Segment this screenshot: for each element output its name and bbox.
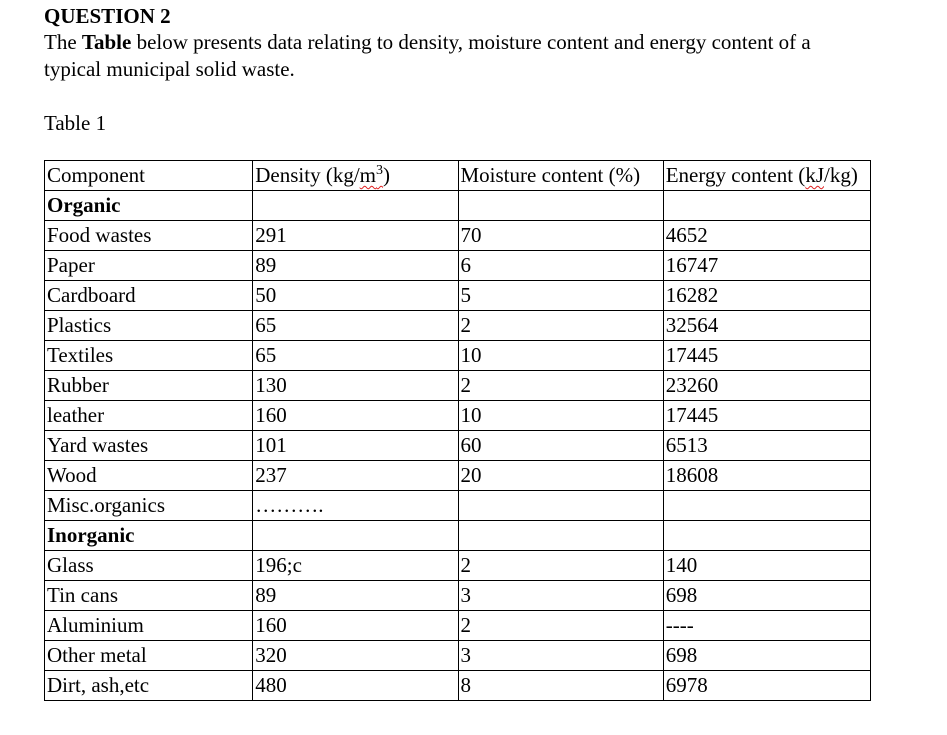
cell-moisture: 60 (458, 431, 663, 461)
cell-moisture: 10 (458, 401, 663, 431)
cell-density: 65 (253, 311, 458, 341)
cell-component: Organic (45, 191, 253, 221)
intro-text-start: The (44, 30, 82, 54)
cell-component: Aluminium (45, 611, 253, 641)
cell-density: 480 (253, 671, 458, 701)
cell-component: Cardboard (45, 281, 253, 311)
cell-moisture: 3 (458, 581, 663, 611)
table-header-row (45, 161, 871, 191)
cell-component: Food wastes (45, 221, 253, 251)
cell-density: 130 (253, 371, 458, 401)
cell-energy: 4652 (663, 221, 870, 251)
cell-moisture: 10 (458, 341, 663, 371)
cell-density: 89 (253, 581, 458, 611)
cell-moisture: 2 (458, 551, 663, 581)
cell-component: Paper (45, 251, 253, 281)
cell-energy: 6978 (663, 671, 870, 701)
cell-energy (663, 521, 870, 551)
cell-moisture: 8 (458, 671, 663, 701)
cell-density: 237 (253, 461, 458, 491)
header-density-unit-base: m (359, 163, 377, 187)
cell-density: 89 (253, 251, 458, 281)
header-density-unit (360, 163, 383, 187)
cell-energy: 140 (663, 551, 870, 581)
intro-text-end: below presents data relating to density, moisture content and energy content of a typical municipal solid waste. (44, 30, 811, 81)
cell-component: leather (45, 401, 253, 431)
header-component: Component (45, 161, 253, 191)
cell-moisture: 70 (458, 221, 663, 251)
cell-energy (663, 491, 870, 521)
table-row (45, 251, 871, 281)
cell-component: Dirt, ash,etc (45, 671, 253, 701)
cell-energy: 698 (663, 641, 870, 671)
table-row (45, 551, 871, 581)
cell-moisture: 20 (458, 461, 663, 491)
header-density (253, 161, 458, 191)
cell-moisture (458, 521, 663, 551)
table-row (45, 491, 871, 521)
table-row (45, 641, 871, 671)
cell-component: Wood (45, 461, 253, 491)
table-row (45, 461, 871, 491)
question-heading: QUESTION 2 (44, 4, 171, 28)
table-row (45, 191, 871, 221)
cell-component: Tin cans (45, 581, 253, 611)
cell-density: 160 (253, 611, 458, 641)
header-energy-unit: kJ (805, 163, 824, 187)
cell-density: 101 (253, 431, 458, 461)
table-row (45, 221, 871, 251)
cell-energy: 18608 (663, 461, 870, 491)
header-density-exponent: 3 (376, 163, 384, 178)
table-row (45, 581, 871, 611)
cell-component: Other metal (45, 641, 253, 671)
cell-density: 320 (253, 641, 458, 671)
cell-energy: 698 (663, 581, 870, 611)
table-row (45, 521, 871, 551)
header-energy (663, 161, 870, 191)
intro-bold-word: Table (81, 30, 132, 54)
cell-moisture (458, 191, 663, 221)
table-row (45, 401, 871, 431)
cell-moisture (458, 491, 663, 521)
cell-density (253, 521, 458, 551)
header-moisture: Moisture content (%) (458, 161, 663, 191)
header-density-suffix: ) (383, 163, 391, 187)
table-row (45, 341, 871, 371)
cell-moisture: 3 (458, 641, 663, 671)
cell-moisture: 6 (458, 251, 663, 281)
cell-component: Textiles (45, 341, 253, 371)
table-caption: Table 1 (44, 111, 107, 135)
cell-moisture: 5 (458, 281, 663, 311)
cell-density: ………. (253, 491, 458, 521)
cell-energy: 32564 (663, 311, 870, 341)
cell-energy: ---- (663, 611, 870, 641)
table-row (45, 671, 871, 701)
document-body (44, 3, 924, 697)
cell-energy: 17445 (663, 401, 870, 431)
cell-energy: 16747 (663, 251, 870, 281)
header-energy-suffix: /kg) (824, 163, 858, 187)
cell-density (253, 191, 458, 221)
cell-moisture: 2 (458, 371, 663, 401)
header-energy-prefix: Energy content ( (665, 163, 806, 187)
cell-energy (663, 191, 870, 221)
cell-density: 196;c (253, 551, 458, 581)
cell-component: Plastics (45, 311, 253, 341)
cell-density: 65 (253, 341, 458, 371)
cell-energy: 6513 (663, 431, 870, 461)
cell-component: Rubber (45, 371, 253, 401)
cell-component: Misc.organics (45, 491, 253, 521)
cell-component: Inorganic (45, 521, 253, 551)
header-density-prefix: Density (kg/ (255, 163, 360, 187)
cell-density: 50 (253, 281, 458, 311)
cell-moisture: 2 (458, 611, 663, 641)
table-row (45, 281, 871, 311)
cell-moisture: 2 (458, 311, 663, 341)
table-row (45, 311, 871, 341)
cell-component: Glass (45, 551, 253, 581)
cell-density: 291 (253, 221, 458, 251)
waste-data-table (44, 160, 871, 701)
cell-energy: 17445 (663, 341, 870, 371)
table-row (45, 371, 871, 401)
table-row (45, 431, 871, 461)
cell-density: 160 (253, 401, 458, 431)
table-row (45, 611, 871, 641)
question-intro (44, 29, 854, 83)
cell-energy: 23260 (663, 371, 870, 401)
cell-energy: 16282 (663, 281, 870, 311)
cell-component: Yard wastes (45, 431, 253, 461)
